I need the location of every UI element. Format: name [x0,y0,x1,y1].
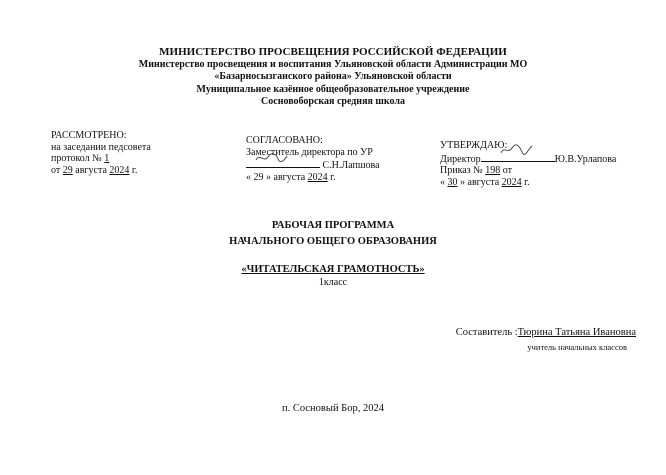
agreed-block [246,135,380,183]
compiler-line [456,327,636,338]
signature-line [246,158,320,168]
agreed-date: « 29 » августа 2024 г. [246,171,336,183]
agreed-heading: СОГЛАСОВАНО: [246,135,323,146]
approved-position-line [440,152,616,166]
regional-ministry: Министерство просвещения и воспитания Ульяновской области Администрации МО [138,58,528,70]
signature-scribble-icon [499,143,533,157]
compiler-name: Тюрина Татьяна Ивановна [517,327,636,338]
reviewed-heading: РАССМОТРЕНО: [51,130,127,141]
school-name: Сосновоборская средняя школа [261,96,405,107]
compiler-role: учитель начальных классов [527,342,627,352]
signature-scribble-icon [254,151,288,165]
document-header [0,46,666,109]
approved-signer: Ю.В.Урлапова [554,153,617,165]
agreed-position: Заместитель директора по УР [246,146,373,158]
place-year: п. Сосновый Бор, 2024 [282,403,384,414]
reviewed-block [51,130,151,176]
agreed-signer: С.Н.Лапшова [322,160,380,171]
program-grade: 1класс [318,277,348,288]
program-subject: «ЧИТАТЕЛЬСКАЯ ГРАМОТНОСТЬ» [241,264,425,275]
approved-date: « 30 » августа 2024 г. [440,176,530,188]
reviewed-body: на заседании педсовета [51,141,151,153]
program-title: РАБОЧАЯ ПРОГРАММА [271,220,395,231]
compiler-label: Составитель : [455,327,518,338]
protocol-number: 1 [104,153,110,164]
ministry-title: МИНИСТЕРСТВО ПРОСВЕЩЕНИЯ РОССИЙСКОЙ ФЕДЕРАЦИИ [159,46,507,58]
reviewed-date: от 29 августа 2024 г. [51,164,138,176]
institution-type: Муниципальное казённое общеобразовательное учреждение [196,83,470,95]
approved-heading: УТВЕРЖДАЮ: [440,140,508,151]
agreed-signature-line [246,158,380,172]
approved-position: Директор [440,153,481,165]
approved-order: Приказ № 198 от [440,165,512,176]
signature-line [481,152,555,162]
program-level: НАЧАЛЬНОГО ОБЩЕГО ОБРАЗОВАНИЯ [229,236,437,247]
district-name: «Базарносызганского района» Ульяновской области [214,71,452,82]
approved-block [440,140,616,188]
reviewed-protocol: протокол № 1 [51,153,110,164]
